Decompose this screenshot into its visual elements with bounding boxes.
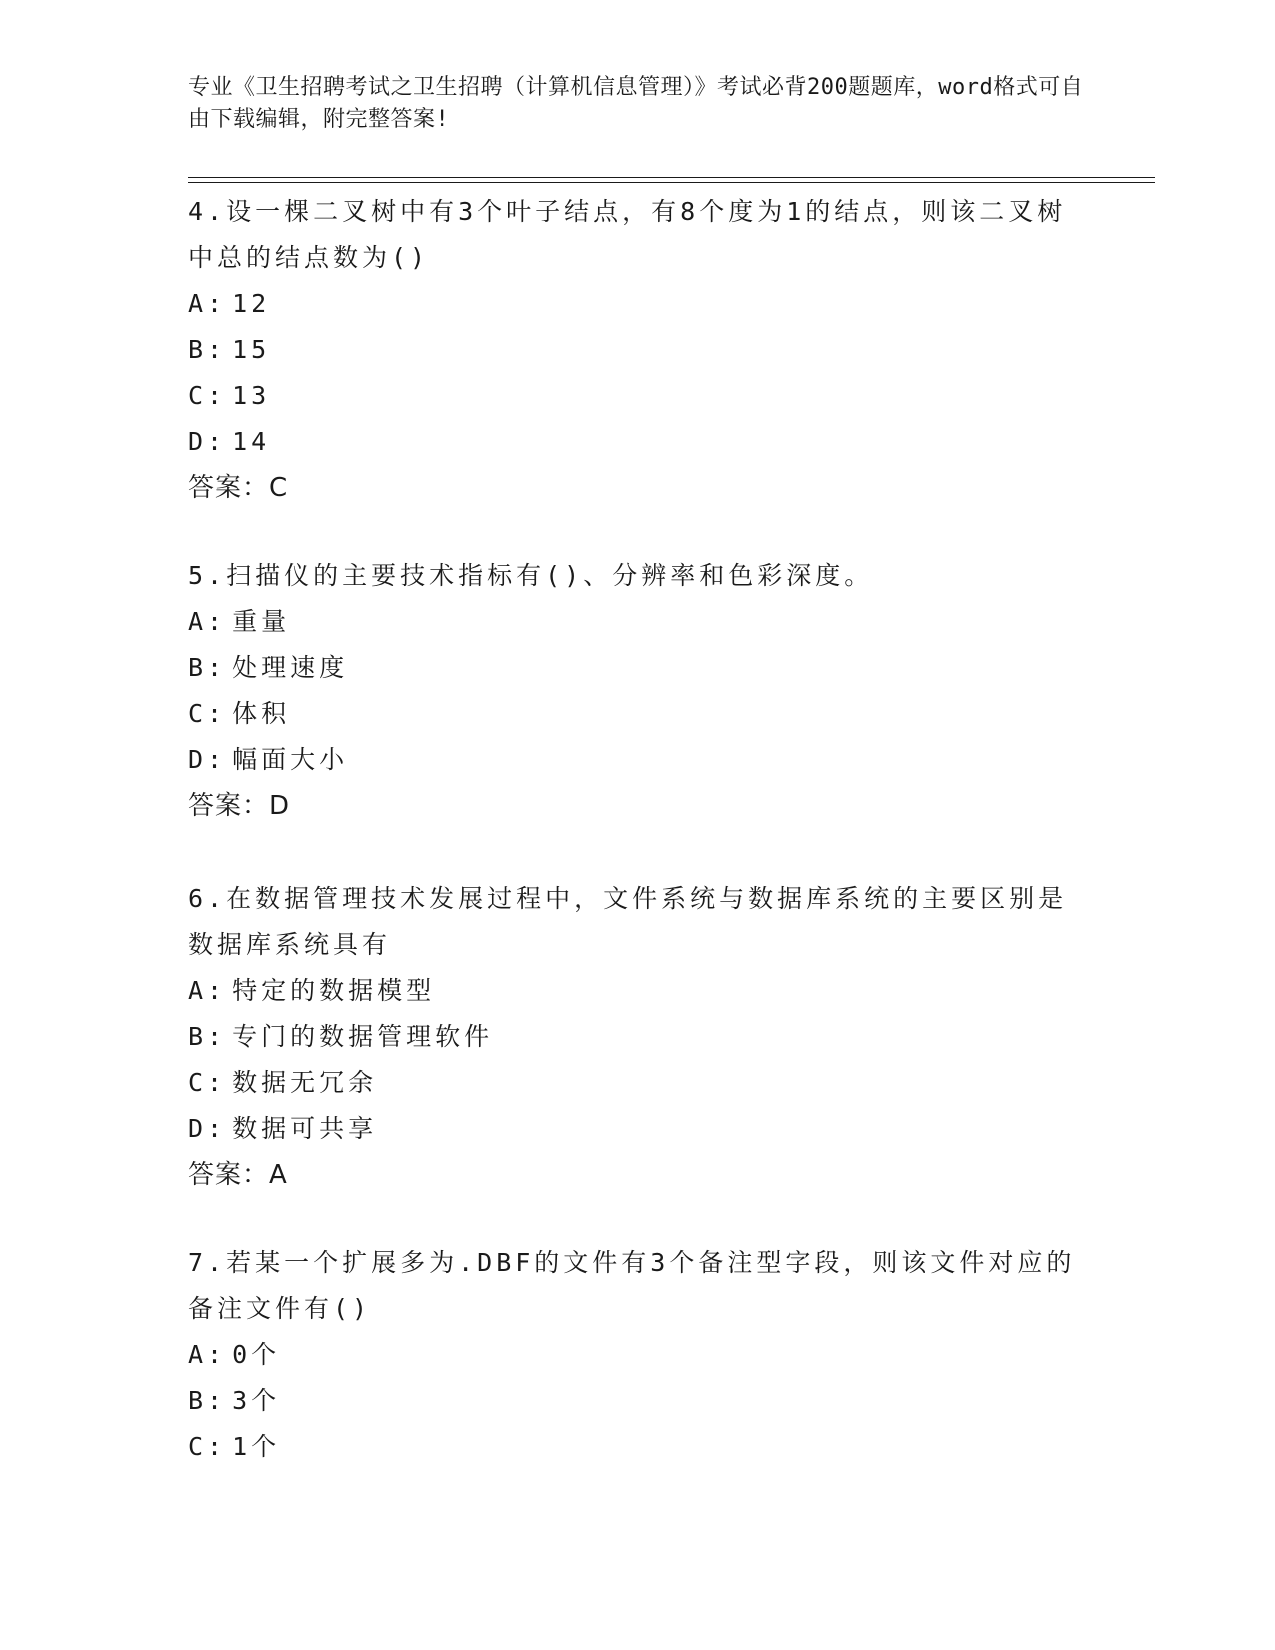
option-text: 3个 — [232, 1386, 281, 1415]
option-text: 1个 — [232, 1432, 281, 1461]
option-key: B: — [188, 1386, 227, 1415]
option-c — [188, 691, 1088, 737]
option-key: A: — [188, 976, 227, 1005]
option-b — [188, 645, 1088, 691]
document-title: 专业《卫生招聘考试之卫生招聘（计算机信息管理）》考试必背200题题库，word格式可自由下载编辑，附完整答案! — [188, 75, 1084, 132]
option-text: 0个 — [232, 1340, 281, 1369]
option-key: B: — [188, 335, 227, 364]
header-divider-top — [188, 177, 1155, 178]
option-key: C: — [188, 1432, 227, 1461]
option-b — [188, 327, 1088, 373]
question-6 — [188, 876, 1088, 1198]
question-stem: 5.扫描仪的主要技术指标有()、分辨率和色彩深度。 — [188, 561, 874, 590]
option-text: 幅面大小 — [232, 745, 349, 774]
option-key: A: — [188, 1340, 227, 1369]
option-text: 14 — [232, 427, 271, 456]
option-a — [188, 1332, 1088, 1378]
question-7 — [188, 1240, 1088, 1470]
option-text: 体积 — [232, 699, 291, 728]
option-key: C: — [188, 699, 227, 728]
question-5 — [188, 553, 1088, 829]
option-key: C: — [188, 381, 227, 410]
option-key: A: — [188, 289, 227, 318]
option-d — [188, 737, 1088, 783]
option-key: A: — [188, 607, 227, 636]
option-text: 特定的数据模型 — [232, 976, 436, 1005]
answer-line: 答案：C — [188, 473, 289, 503]
option-key: B: — [188, 1022, 227, 1051]
option-d — [188, 419, 1088, 465]
option-text: 数据可共享 — [232, 1114, 378, 1143]
option-text: 数据无冗余 — [232, 1068, 378, 1097]
option-key: D: — [188, 745, 227, 774]
option-key: C: — [188, 1068, 227, 1097]
option-d — [188, 1106, 1088, 1152]
question-stem: 4.设一棵二叉树中有3个叶子结点，有8个度为1的结点，则该二叉树中总的结点数为() — [188, 197, 1067, 272]
answer-line: 答案：D — [188, 791, 291, 821]
option-text: 处理速度 — [232, 653, 349, 682]
option-key: B: — [188, 653, 227, 682]
header-divider-bottom — [188, 182, 1155, 183]
answer-line: 答案：A — [188, 1160, 288, 1190]
option-c — [188, 1424, 1088, 1470]
option-text: 12 — [232, 289, 271, 318]
option-b — [188, 1014, 1088, 1060]
question-stem: 7.若某一个扩展多为.DBF的文件有3个备注型字段，则该文件对应的备注文件有() — [188, 1248, 1076, 1323]
option-c — [188, 1060, 1088, 1106]
option-b — [188, 1378, 1088, 1424]
option-text: 13 — [232, 381, 271, 410]
option-a — [188, 281, 1088, 327]
option-text: 15 — [232, 335, 271, 364]
option-c — [188, 373, 1088, 419]
option-text: 重量 — [232, 607, 291, 636]
option-key: D: — [188, 1114, 227, 1143]
option-a — [188, 968, 1088, 1014]
option-a — [188, 599, 1088, 645]
option-text: 专门的数据管理软件 — [232, 1022, 494, 1051]
option-key: D: — [188, 427, 227, 456]
question-stem: 6.在数据管理技术发展过程中，文件系统与数据库系统的主要区别是数据库系统具有 — [188, 884, 1068, 959]
question-4 — [188, 189, 1088, 511]
